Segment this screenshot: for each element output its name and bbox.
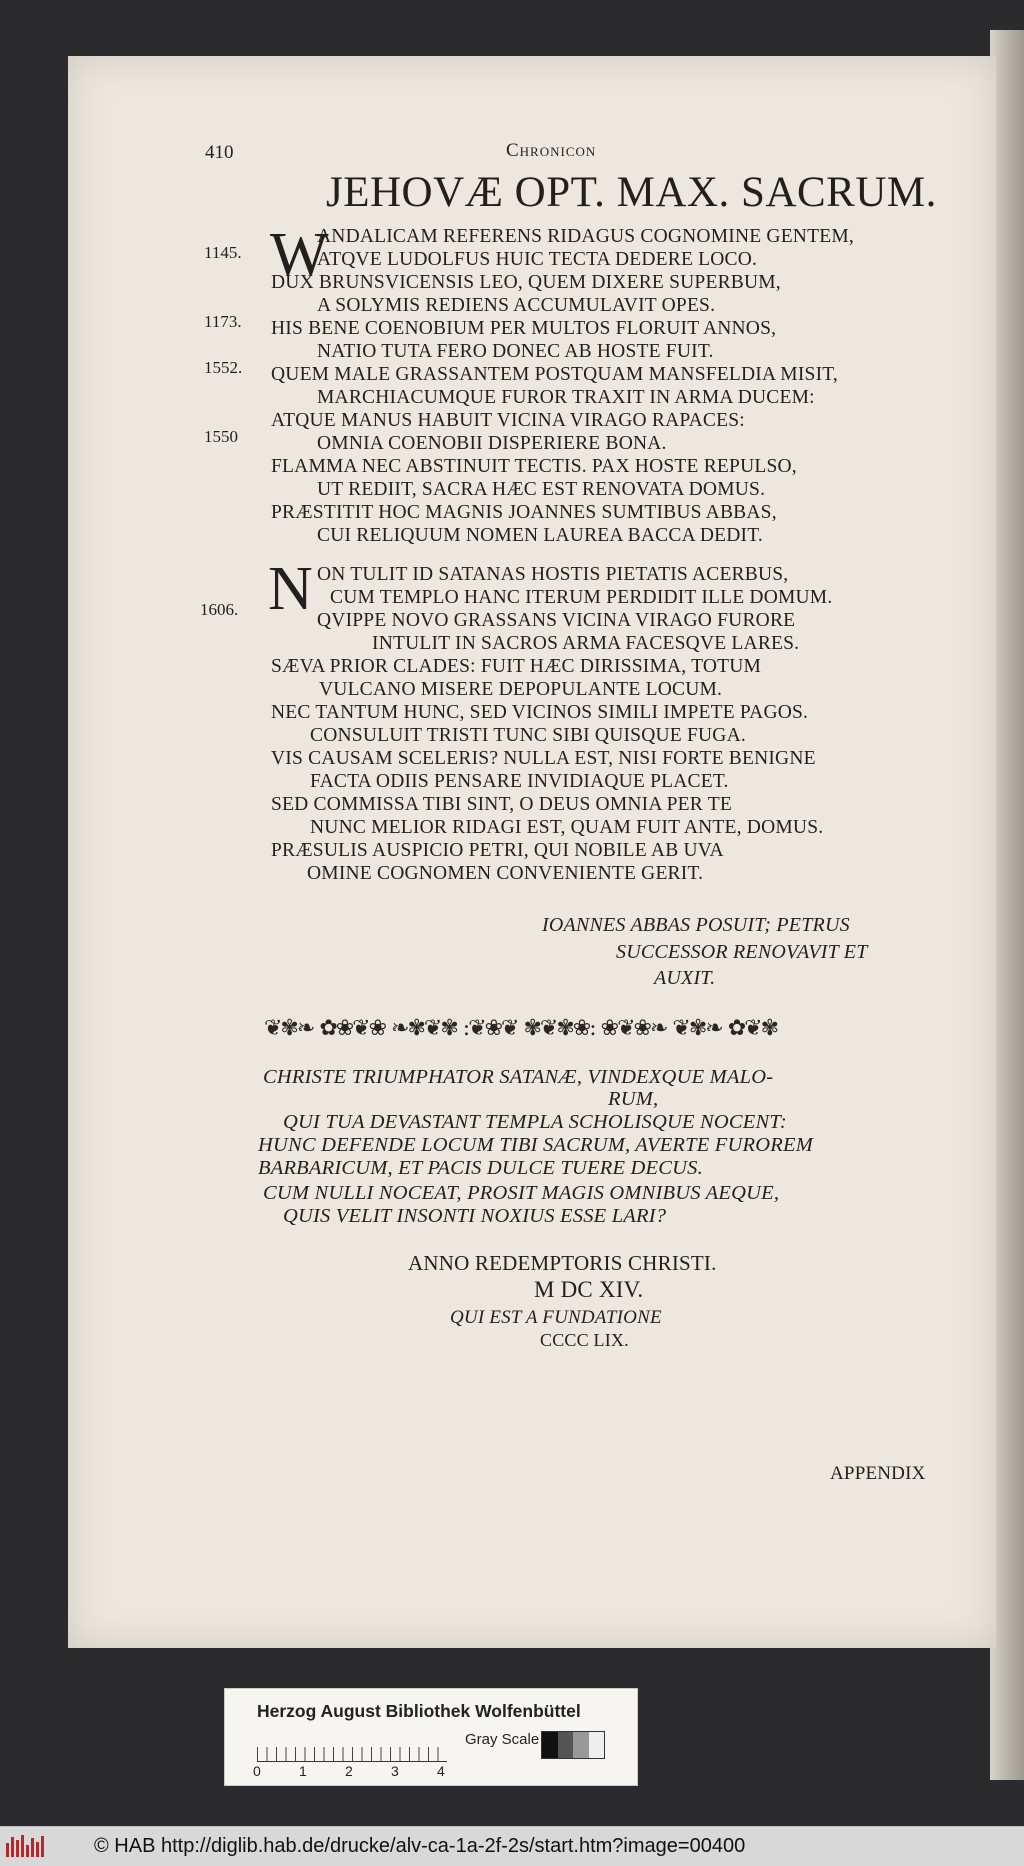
closing-line: ANNO REDEMPTORIS CHRISTI. (408, 1251, 717, 1275)
gray-swatch (589, 1732, 605, 1758)
inscription-line: VIS CAUSAM SCELERIS? NULLA EST, NISI FORTE BENIGNE (271, 748, 816, 769)
gray-scale-swatches (541, 1731, 605, 1759)
gray-swatch (542, 1732, 558, 1758)
inscription-line: UT REDIIT, SACRA HÆC EST RENOVATA DOMUS. (317, 479, 766, 500)
ornament-icon: ✿❀❦❀ (319, 1016, 386, 1041)
inscription-line: INTULIT IN SACROS ARMA FACESQVE LARES. (372, 633, 800, 654)
ruler-number: 0 (253, 1763, 261, 1779)
footer-link[interactable]: © HAB http://diglib.hab.de/drucke/alv-ca-1a-2f-2s/start.htm?image=00400 (94, 1835, 746, 1857)
inscription-line: SED COMMISSA TIBI SINT, O DEUS OMNIA PER TE (271, 794, 732, 815)
ruler-number: 3 (391, 1763, 399, 1779)
closing-line: M DC XIV. (534, 1277, 644, 1302)
prayer-line: HUNC DEFENDE LOCUM TIBI SACRUM, AVERTE FUROREM (258, 1134, 813, 1156)
inscription-line: A SOLYMIS REDIENS ACCUMULAVIT OPES. (317, 295, 716, 316)
inscription-line: NATIO TUTA FERO DONEC AB HOSTE FUIT. (317, 341, 714, 362)
inscription-line: VULCANO MISERE DEPOPULANTE LOCUM. (319, 679, 723, 700)
prayer-line: BARBARICUM, ET PACIS DULCE TUERE DECUS. (258, 1157, 703, 1179)
prayer-line: QUIS VELIT INSONTI NOXIUS ESSE LARI? (283, 1205, 667, 1227)
signature-line: IOANNES ABBAS POSUIT; PETRUS (542, 914, 850, 936)
inscription-line: NUNC MELIOR RIDAGI EST, QUAM FUIT ANTE, DOMUS. (310, 817, 824, 838)
footer-bar (0, 1826, 1024, 1866)
scale-card (224, 1688, 638, 1786)
page-title: JEHOVÆ OPT. MAX. SACRUM. (326, 169, 937, 216)
inscription-line: MARCHIACUMQUE FUROR TRAXIT IN ARMA DUCEM: (317, 387, 815, 408)
prayer-line: CUM NULLI NOCEAT, PROSIT MAGIS OMNIBUS AEQUE, (263, 1182, 780, 1204)
ornament-icon: ❀❦❀❧ (600, 1016, 667, 1041)
signature-line: AUXIT. (654, 967, 716, 989)
gray-swatch (558, 1732, 574, 1758)
inscription-line: HIS BENE COENOBIUM PER MULTOS FLORUIT ANNOS, (271, 318, 777, 339)
gray-scale-label: Gray Scale (465, 1731, 540, 1748)
inscription-line: ATQUE MANUS HABUIT VICINA VIRAGO RAPACES: (271, 410, 745, 431)
inscription-line: PRÆSTITIT HOC MAGNIS JOANNES SUMTIBUS ABBAS, (271, 502, 777, 523)
ornament-band (264, 1016, 964, 1041)
ornament-icon: ❧✾❦✾ (391, 1016, 457, 1041)
inscription-line: OMINE COGNOMEN CONVENIENTE GERIT. (307, 863, 704, 884)
ruler-number: 1 (299, 1763, 307, 1779)
inscription-line: PRÆSULIS AUSPICIO PETRI, QUI NOBILE AB UVA (271, 840, 724, 861)
ruler-number: 4 (437, 1763, 445, 1779)
inscription-line: FACTA ODIIS PENSARE INVIDIAQUE PLACET. (310, 771, 729, 792)
library-name: Herzog August Bibliothek Wolfenbüttel (257, 1701, 581, 1721)
ornament-icon: ✿❦✾ (727, 1016, 778, 1041)
inscription-line: ATQVE LUDOLFUS HUIC TECTA DEDERE LOCO. (317, 249, 758, 270)
year-marker: 1550 (204, 427, 238, 446)
book-page (68, 56, 996, 1648)
inscription-line: ON TULIT ID SATANAS HOSTIS PIETATIS ACERBUS, (317, 564, 789, 585)
signature-line: SUCCESSOR RENOVAVIT ET (616, 941, 868, 963)
inscription-line: QUEM MALE GRASSANTEM POSTQUAM MANSFELDIA MISIT, (271, 364, 838, 385)
year-marker: 1552. (204, 358, 243, 377)
inscription-line: SÆVA PRIOR CLADES: FUIT HÆC DIRISSIMA, TOTUM (271, 656, 762, 677)
gray-swatch (573, 1732, 589, 1758)
ornament-icon: ❦✾❧ (264, 1016, 314, 1041)
year-marker: 1145. (204, 243, 242, 262)
drop-cap: N (268, 555, 313, 623)
running-head: Chronicon (506, 140, 597, 161)
prayer-line: CHRISTE TRIUMPHATOR SATANÆ, VINDEXQUE MALO- (263, 1066, 774, 1088)
year-marker: 1173. (204, 312, 242, 331)
prayer-line: QUI TUA DEVASTANT TEMPLA SCHOLISQUE NOCENT: (283, 1111, 787, 1133)
inscription-line: DUX BRUNSVICENSIS LEO, QUEM DIXERE SUPERBUM, (271, 272, 781, 293)
ruler-number: 2 (345, 1763, 353, 1779)
hab-logo-icon (6, 1835, 46, 1857)
ornament-icon: ✾❦✾❀: (523, 1016, 595, 1041)
closing-line: CCCC LIX. (540, 1330, 629, 1350)
closing-line: QUI EST A FUNDATIONE (450, 1307, 662, 1328)
inscription-line: CUI RELIQUUM NOMEN LAUREA BACCA DEDIT. (317, 525, 763, 546)
inscription-line: ANDALICAM REFERENS RIDAGUS COGNOMINE GENTEM, (317, 226, 854, 247)
inscription-line: QVIPPE NOVO GRASSANS VICINA VIRAGO FURORE (317, 610, 796, 631)
prayer-line: RUM, (608, 1088, 659, 1110)
ornament-icon: :❦❀❦ (462, 1016, 518, 1041)
ruler (257, 1733, 447, 1762)
drop-cap: W (270, 221, 329, 289)
inscription-line: NEC TANTUM HUNC, SED VICINOS SIMILI IMPETE PAGOS. (271, 702, 809, 723)
inscription-line: CONSULUIT TRISTI TUNC SIBI QUISQUE FUGA. (310, 725, 746, 746)
ornament-icon: ❦✾❧ (672, 1016, 722, 1041)
inscription-line: FLAMMA NEC ABSTINUIT TECTIS. PAX HOSTE REPULSO, (271, 456, 797, 477)
page-number: 410 (205, 142, 234, 163)
inscription-line: OMNIA COENOBII DISPERIERE BONA. (317, 433, 667, 454)
inscription-line: CUM TEMPLO HANC ITERUM PERDIDIT ILLE DOMUM. (330, 587, 833, 608)
catchword: APPENDIX (830, 1463, 926, 1484)
year-marker: 1606. (200, 600, 239, 619)
